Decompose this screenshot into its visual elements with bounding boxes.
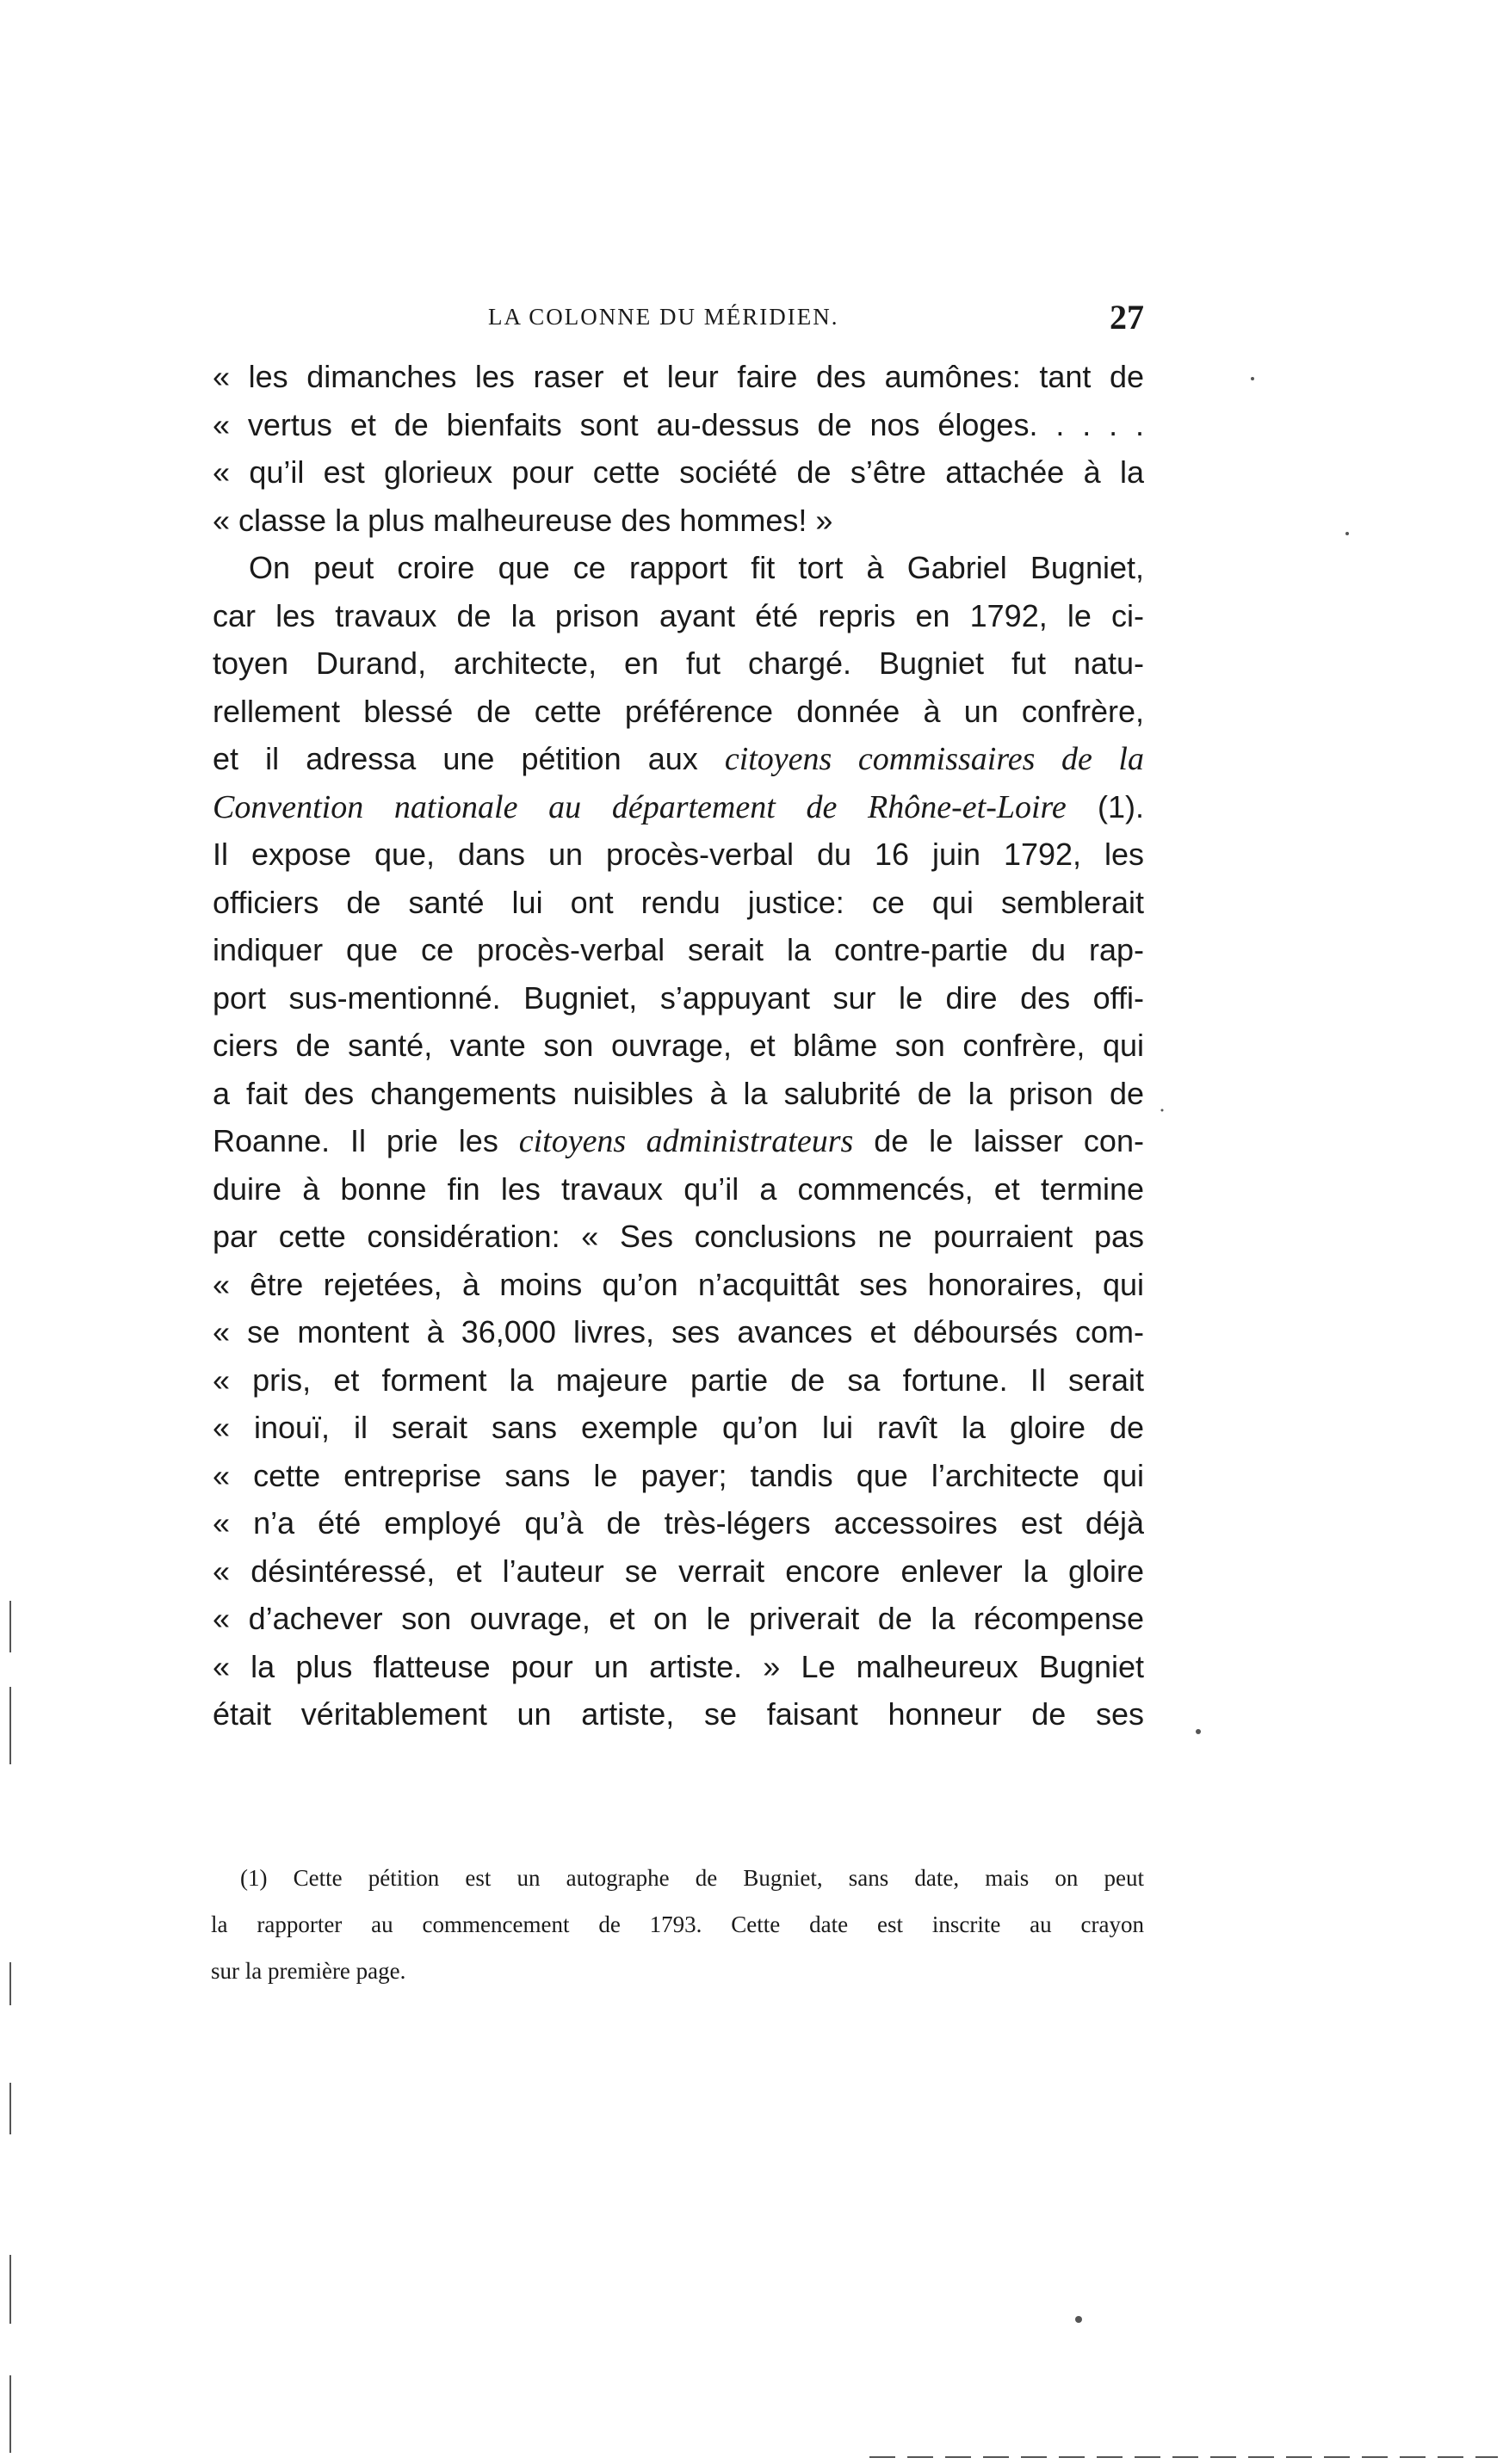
text-line: « n’a été employé qu’à de très-légers accessoires est déjà [213, 1505, 1144, 1541]
text-span: de le laisser con- [874, 1123, 1144, 1158]
text-line: « qu’il est glorieux pour cette société de s’être attachée à la [213, 454, 1144, 490]
text-line: « désintéressé, et l’auteur se verrait encore enlever la gloire [213, 1553, 1144, 1589]
text-line: indiquer que ce procès-verbal serait la contre-partie du rap- [213, 932, 1144, 967]
text-line: « être rejetées, à moins qu’on n’acquittât ses honoraires, qui [213, 1266, 1144, 1302]
text-line: « les dimanches les raser et leur faire des aumônes: tant de [213, 359, 1144, 394]
text-line: « cette entreprise sans le payer; tandis que l’architecte qui [213, 1457, 1144, 1493]
text-line: ciers de santé, vante son ouvrage, et blâme son confrère, qui [213, 1028, 1144, 1063]
text-span: et il adressa une pétition aux [213, 741, 698, 776]
text-line [213, 735, 1144, 783]
text-line: car les travaux de la prison ayant été repris en 1792, le ci- [213, 597, 1144, 633]
text-span: Roanne. Il prie les [213, 1123, 498, 1158]
text-line: toyen Durand, architecte, en fut chargé. Bugniet fut natu- [213, 645, 1144, 681]
text-line: officiers de santé lui ont rendu justice: ce qui semblerait [213, 884, 1144, 920]
text-line: « la plus flatteuse pour un artiste. » Le malheureux Bugniet [213, 1648, 1144, 1684]
running-title: LA COLONNE DU MÉRIDIEN. [488, 304, 839, 330]
text-line: « classe la plus malheureuse des hommes! » [213, 502, 833, 538]
page-header [213, 297, 1144, 340]
page-number: 27 [1110, 298, 1144, 337]
text-line: On peut croire que ce rapport fit tort à Gabriel Bugniet, [249, 550, 1144, 585]
speck [1161, 1109, 1164, 1112]
footnote-line: (1) Cette pétition est un autographe de Bugniet, sans date, mais on peut [240, 1865, 1144, 1891]
text-line: « pris, et forment la majeure partie de sa fortune. Il serait [213, 1362, 1144, 1398]
italic-span: citoyens administrateurs [518, 1123, 854, 1159]
text-line: « se montent à 36,000 livres, ses avances et déboursés com- [213, 1314, 1144, 1349]
text-line: port sus-mentionné. Bugniet, s’appuyant sur le dire des offi- [213, 979, 1144, 1016]
text-line: « inouï, il serait sans exemple qu’on lui ravît la gloire de [213, 1410, 1144, 1445]
speck [1345, 532, 1349, 535]
speck [1251, 377, 1254, 380]
text-line: duire à bonne fin les travaux qu’il a commencés, et termine [213, 1170, 1144, 1207]
italic-span: Convention nationale au département de Rhône-et-Loire [213, 788, 1067, 825]
text-line: Il expose que, dans un procès-verbal du 16 juin 1792, les [213, 837, 1144, 872]
footnote-ref: (1). [1097, 788, 1144, 824]
speck [1075, 2316, 1082, 2323]
text-line: « d’achever son ouvrage, et on le priverait de la récompense [213, 1601, 1144, 1636]
text-line: « vertus et de bienfaits sont au-dessus de nos éloges. . . . . [213, 406, 1144, 442]
speck [1196, 1729, 1201, 1734]
footnote-line: la rapporter au commencement de 1793. Cette date est inscrite au crayon [211, 1911, 1144, 1937]
footnote [211, 1855, 1144, 1994]
text-line: rellement blessé de cette préférence donnée à un confrère, [213, 693, 1144, 729]
text-line [213, 783, 1144, 831]
italic-span: citoyens commissaires de la [724, 741, 1144, 777]
footnote-line: sur la première page. [211, 1958, 406, 1984]
text-line [213, 1117, 1144, 1165]
text-line: a fait des changements nuisibles à la salubrité de la prison de [213, 1075, 1144, 1111]
body-text [213, 353, 1144, 1738]
text-line: était véritablement un artiste, se faisant honneur de ses [213, 1696, 1144, 1732]
text-line: par cette considération: « Ses conclusions ne pourraient pas [213, 1219, 1144, 1254]
